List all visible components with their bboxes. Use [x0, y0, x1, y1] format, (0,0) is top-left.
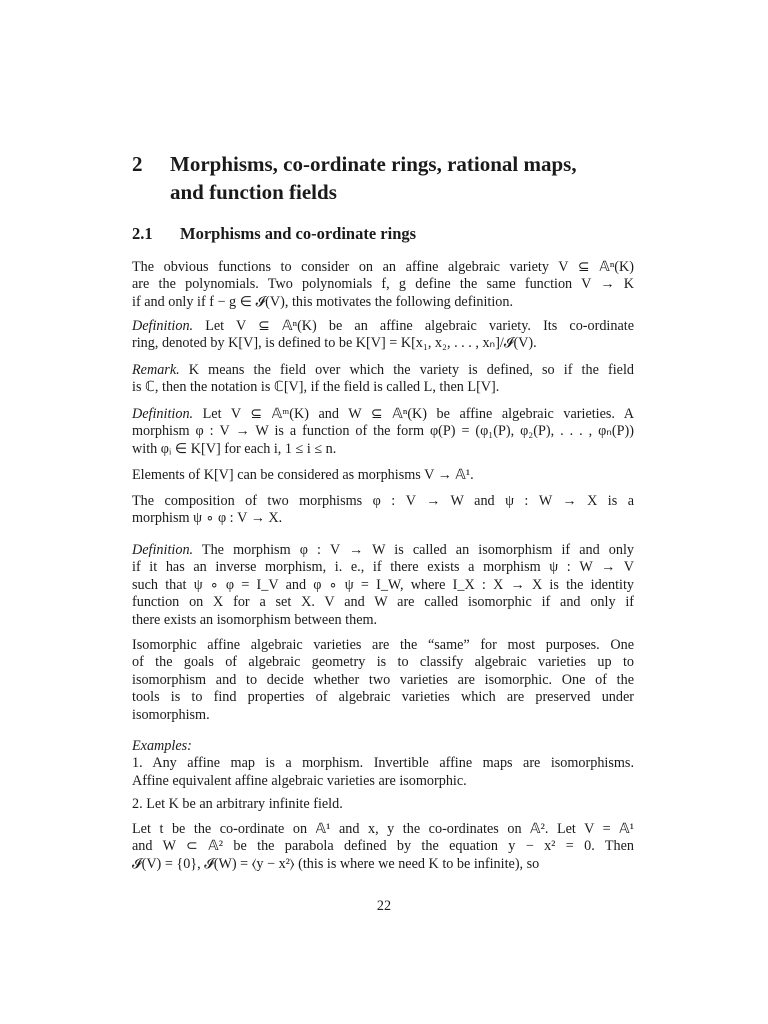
text-line: 𝓘(V) = {0}, 𝓘(W) = ⟨y − x²⟩ (this is where we need K to be infinite), so	[132, 855, 540, 872]
text-line: of the goals of algebraic geometry is to classify algebraic varieties up to	[132, 654, 634, 671]
text-line: are the polynomials. Two polynomials f, g define the same function V → K	[132, 276, 634, 293]
text-line: 2. Let K be an arbitrary infinite field.	[132, 796, 343, 812]
text-line: isomorphism and to decide whether two varieties are isomorphic. One of the	[132, 671, 634, 688]
paragraph	[132, 542, 634, 629]
text-line: isomorphism.	[132, 706, 210, 723]
text-line: Isomorphic affine algebraic varieties are the “same” for most purposes. One	[132, 637, 634, 653]
text-line: morphism ψ ∘ φ : V → X.	[132, 510, 283, 527]
paragraph	[132, 796, 634, 813]
page-number: 22	[376, 898, 392, 914]
text-line: Remark. K means the field over which the variety is defined, so if the field	[132, 362, 634, 378]
paragraph	[132, 362, 634, 397]
section-number: 2	[132, 152, 143, 176]
text-line: The composition of two morphisms φ : V → W and ψ : W → X is a	[132, 493, 634, 509]
paragraph	[132, 259, 634, 311]
paragraph	[132, 493, 634, 528]
text-line: Affine equivalent affine algebraic varieties are isomorphic.	[132, 772, 467, 789]
paragraph	[132, 637, 634, 724]
paragraph	[132, 406, 634, 458]
text-line: morphism φ : V → W is a function of the form φ(P) = (φ₁(P), φ₂(P), . . . , φₙ(P))	[132, 423, 634, 440]
text-line: tools is to find properties of algebraic varieties which are preserved under	[132, 689, 634, 706]
text-line: The obvious functions to consider on an affine algebraic variety V ⊆ 𝔸ⁿ(K)	[132, 259, 634, 275]
text-line: Definition. Let V ⊆ 𝔸ⁿ(K) be an affine algebraic variety. Its co-ordinate	[132, 318, 634, 334]
text-line: with φᵢ ∈ K[V] for each i, 1 ≤ i ≤ n.	[132, 440, 337, 457]
text-line: 1. Any affine map is a morphism. Invertible affine maps are isomorphisms.	[132, 755, 634, 772]
text-line: such that ψ ∘ φ = I_V and φ ∘ ψ = I_W, where I_X : X → X is the identity	[132, 576, 634, 593]
paragraph	[132, 738, 634, 790]
text-line: Examples:	[132, 738, 192, 754]
text-line: and W ⊂ 𝔸² be the parabola defined by the equation y − x² = 0. Then	[132, 838, 634, 855]
subsection-title: Morphisms and co-ordinate rings	[180, 224, 417, 243]
text-line: ring, denoted by K[V], is defined to be K[V] = K[x₁, x₂, . . . , xₙ]/𝓘(V).	[132, 335, 537, 352]
subsection-number: 2.1	[132, 224, 153, 243]
text-line: there exists an isomorphism between them.	[132, 611, 378, 628]
text-line: Elements of K[V] can be considered as morphisms V → 𝔸¹.	[132, 467, 474, 483]
text-line: Definition. Let V ⊆ 𝔸ᵐ(K) and W ⊆ 𝔸ⁿ(K) be affine algebraic varieties. A	[132, 406, 634, 422]
text-line: Definition. The morphism φ : V → W is called an isomorphism if and only	[132, 542, 634, 558]
text-line: is ℂ, then the notation is ℂ[V], if the field is called L, then L[V].	[132, 379, 500, 396]
text-line: if it has an inverse morphism, i. e., if there exists a morphism ψ : W → V	[132, 559, 634, 576]
paragraph	[132, 821, 634, 873]
text-line: if and only if f − g ∈ 𝓘(V), this motivates the following definition.	[132, 293, 514, 310]
section-title: Morphisms, co-ordinate rings, rational maps, and function fields	[170, 152, 577, 204]
text-line: function on X for a set X. V and W are called isomorphic if and only if	[132, 594, 634, 611]
paragraph	[132, 318, 634, 353]
text-line: Let t be the co-ordinate on 𝔸¹ and x, y the co-ordinates on 𝔸². Let V = 𝔸¹	[132, 821, 634, 837]
paragraph	[132, 467, 634, 484]
